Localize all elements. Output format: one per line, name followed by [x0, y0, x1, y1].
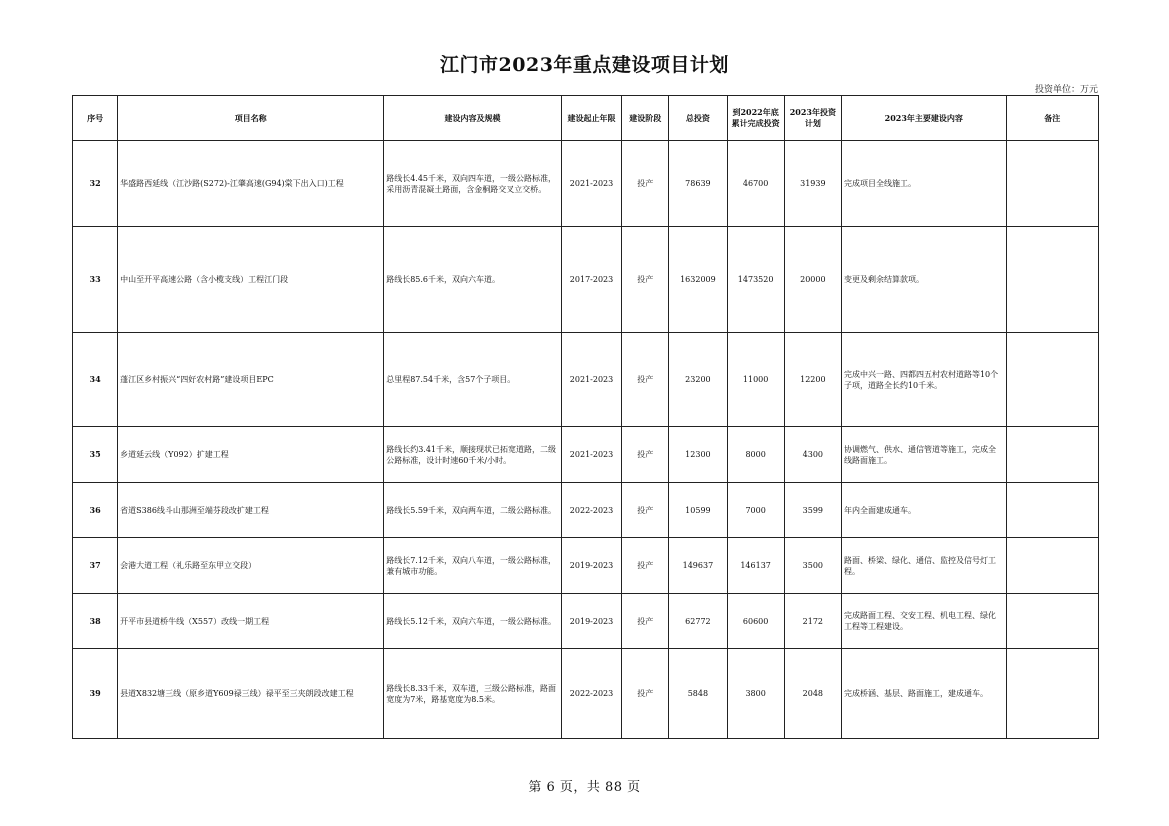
cell-completed-investment: 7000 — [727, 483, 784, 538]
cell-project-name: 县道X832塘三线（原乡道Y609禄三线）禄平至三夹朗段改建工程 — [118, 649, 384, 739]
cell-note — [1006, 594, 1098, 649]
cell-note — [1006, 427, 1098, 483]
table-row — [73, 427, 1099, 483]
cell-stage: 投产 — [622, 594, 669, 649]
cell-period: 2019-2023 — [561, 594, 621, 649]
header-note: 备注 — [1006, 96, 1098, 141]
cell-project-name: 蓬江区乡村振兴“四好农村路”建设项目EPC — [118, 333, 384, 427]
cell-completed-investment: 11000 — [727, 333, 784, 427]
cell-plan-2023: 20000 — [784, 227, 841, 333]
cell-main-content-2023: 路面、桥梁、绿化、通信、监控及信号灯工程。 — [841, 538, 1006, 594]
cell-stage: 投产 — [622, 427, 669, 483]
page-number-footer: 第 6 页，共 88 页 — [528, 780, 641, 795]
cell-period: 2017-2023 — [561, 227, 621, 333]
cell-no: 37 — [73, 538, 118, 594]
header-scope: 建设内容及规模 — [384, 96, 562, 141]
cell-plan-2023: 2048 — [784, 649, 841, 739]
cell-no: 35 — [73, 427, 118, 483]
cell-no: 38 — [73, 594, 118, 649]
cell-total-investment: 149637 — [669, 538, 727, 594]
cell-main-content-2023: 完成路面工程、交安工程、机电工程、绿化工程等工程建设。 — [841, 594, 1006, 649]
cell-scope: 路线长5.59千米，双向两车道，二级公路标准。 — [384, 483, 562, 538]
cell-plan-2023: 3500 — [784, 538, 841, 594]
cell-plan-2023: 12200 — [784, 333, 841, 427]
project-plan-table — [72, 95, 1099, 739]
header-total-investment: 总投资 — [669, 96, 727, 141]
cell-no: 34 — [73, 333, 118, 427]
cell-completed-investment: 1473520 — [727, 227, 784, 333]
header-stage: 建设阶段 — [622, 96, 669, 141]
cell-total-investment: 12300 — [669, 427, 727, 483]
cell-completed-investment: 146137 — [727, 538, 784, 594]
cell-note — [1006, 333, 1098, 427]
cell-total-investment: 10599 — [669, 483, 727, 538]
cell-completed-investment: 8000 — [727, 427, 784, 483]
cell-scope: 路线长8.33千米，双车道，三级公路标准，路面宽度为7米，路基宽度为8.5米。 — [384, 649, 562, 739]
cell-note — [1006, 483, 1098, 538]
header-project-name: 项目名称 — [118, 96, 384, 141]
cell-note — [1006, 227, 1098, 333]
cell-note — [1006, 538, 1098, 594]
cell-no: 39 — [73, 649, 118, 739]
cell-stage: 投产 — [622, 141, 669, 227]
cell-plan-2023: 31939 — [784, 141, 841, 227]
cell-scope: 路线长85.6千米，双向六车道。 — [384, 227, 562, 333]
page-title: 江门市2023年重点建设项目计划 — [440, 54, 729, 76]
cell-project-name: 开平市县道桥牛线（X557）改线一期工程 — [118, 594, 384, 649]
header-completed-investment: 到2022年底累计完成投资 — [727, 96, 784, 141]
cell-period: 2019-2023 — [561, 538, 621, 594]
cell-project-name: 乡道延云线（Y092）扩建工程 — [118, 427, 384, 483]
table-row — [73, 483, 1099, 538]
header-plan-2023: 2023年投资计划 — [784, 96, 841, 141]
table-row — [73, 649, 1099, 739]
cell-no: 36 — [73, 483, 118, 538]
cell-scope: 路线长4.45千米，双向四车道，一级公路标准，采用沥青混凝土路面，含金桐路交叉立交桥。 — [384, 141, 562, 227]
cell-plan-2023: 3599 — [784, 483, 841, 538]
table-header-row — [73, 96, 1099, 141]
cell-stage: 投产 — [622, 538, 669, 594]
cell-completed-investment: 3800 — [727, 649, 784, 739]
cell-total-investment: 5848 — [669, 649, 727, 739]
cell-total-investment: 78639 — [669, 141, 727, 227]
cell-stage: 投产 — [622, 483, 669, 538]
cell-main-content-2023: 协调燃气、供水、通信管道等施工，完成全线路面施工。 — [841, 427, 1006, 483]
table-row — [73, 333, 1099, 427]
table-row — [73, 141, 1099, 227]
cell-no: 33 — [73, 227, 118, 333]
cell-period: 2021-2023 — [561, 141, 621, 227]
cell-scope: 路线长7.12千米，双向八车道，一级公路标准，兼有城市功能。 — [384, 538, 562, 594]
cell-stage: 投产 — [622, 227, 669, 333]
cell-period: 2021-2023 — [561, 333, 621, 427]
cell-stage: 投产 — [622, 649, 669, 739]
cell-period: 2022-2023 — [561, 649, 621, 739]
cell-project-name: 华盛路西延线（江沙路(S272)-江肇高速(G94)棠下出入口)工程 — [118, 141, 384, 227]
cell-total-investment: 1632009 — [669, 227, 727, 333]
cell-total-investment: 23200 — [669, 333, 727, 427]
header-period: 建设起止年限 — [561, 96, 621, 141]
cell-scope: 路线长5.12千米，双向六车道，一级公路标准。 — [384, 594, 562, 649]
header-no: 序号 — [73, 96, 118, 141]
table-row — [73, 538, 1099, 594]
cell-completed-investment: 46700 — [727, 141, 784, 227]
cell-project-name: 省道S386线斗山那洲至端芬段改扩建工程 — [118, 483, 384, 538]
cell-scope: 路线长约3.41千米，顺接现状已拓宽道路，二级公路标准，设计时速60千米/小时。 — [384, 427, 562, 483]
table-row — [73, 594, 1099, 649]
cell-stage: 投产 — [622, 333, 669, 427]
cell-project-name: 会港大道工程（礼乐路至东甲立交段） — [118, 538, 384, 594]
cell-completed-investment: 60600 — [727, 594, 784, 649]
cell-main-content-2023: 变更及剩余结算款项。 — [841, 227, 1006, 333]
cell-main-content-2023: 完成桥涵、基层、路面施工，建成通车。 — [841, 649, 1006, 739]
cell-plan-2023: 4300 — [784, 427, 841, 483]
cell-period: 2022-2023 — [561, 483, 621, 538]
cell-period: 2021-2023 — [561, 427, 621, 483]
header-main-content-2023: 2023年主要建设内容 — [841, 96, 1006, 141]
cell-main-content-2023: 完成中兴一路、四都四五村农村道路等10个子项，道路全长约10千米。 — [841, 333, 1006, 427]
table-row — [73, 227, 1099, 333]
cell-total-investment: 62772 — [669, 594, 727, 649]
investment-unit-label: 投资单位：万元 — [1034, 85, 1098, 95]
cell-main-content-2023: 完成项目全线施工。 — [841, 141, 1006, 227]
cell-project-name: 中山至开平高速公路（含小榄支线）工程江门段 — [118, 227, 384, 333]
cell-scope: 总里程87.54千米，含57个子项目。 — [384, 333, 562, 427]
cell-plan-2023: 2172 — [784, 594, 841, 649]
cell-main-content-2023: 年内全面建成通车。 — [841, 483, 1006, 538]
cell-no: 32 — [73, 141, 118, 227]
cell-note — [1006, 649, 1098, 739]
cell-note — [1006, 141, 1098, 227]
